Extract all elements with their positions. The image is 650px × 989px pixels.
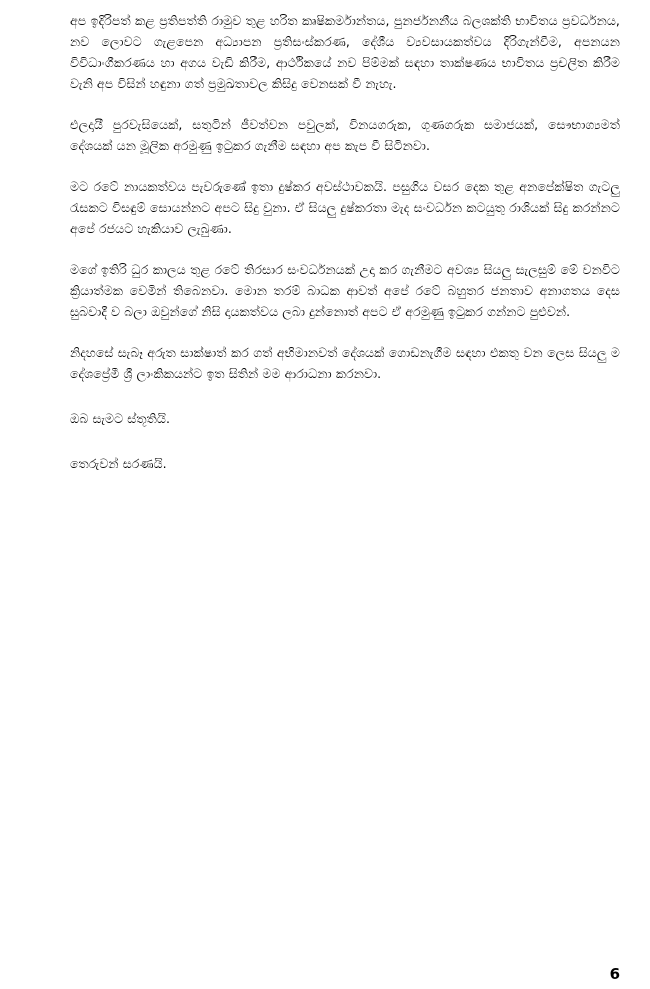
paragraph-goals: එලදායී පුරවැසියෙක්, සතුටින් ජීවත්වන පවුලක්, විනයගරුක, ගුණගරුක සමාජයක්, සෞභාග්‍යමත් දේශයක් යන මූලික අරමුණු ඉටුකර ගැනීම සඳහා අප කැප වී සිටිනවා. <box>70 117 620 153</box>
page-number: 6 <box>609 965 620 983</box>
paragraph-development: මගේ ඉතිරි ධුර කාලය තුළ රටේ තිරසාර සංවර්ධනයක් උදා කර ගැනීමට අවශ්‍ය සියලු සැලසුම් මේ වනවිට ක්‍රියාත්මක වෙමින් තිබෙනවා. මොන තරම් බාධක ආවත් අපේ රටේ බහුතර ජනතාව අනාගතය දෙස සුබවාදී ව බලා ඔවුන්ගේ නිසි දායකත්වය ලබා දුන්නොත් අපට ඒ අරමුණු ඉටුකර ගන්නට පුළුවන්. <box>70 262 620 319</box>
paragraph-invitation: නිදහසේ සැබෑ අරුත සාක්ෂාත් කර ගත් අභිමානවත් දේශයක් ගොඩනැගීම සඳහා එකතු වන ලෙස සියලු ම දේශප්‍රේමී ශ්‍රී ලාංකිකයන්ට ඉත සිතින් මම ආරාධනා කරනවා. <box>70 345 620 381</box>
paragraph-leadership: මට රටේ නායකත්වය පැවරුණේ ඉතා දුෂ්කර අවස්ථාවකයි. පසුගිය වසර දෙක තුළ අනපේක්ෂිත ගැටලු රැසකට විසඳුම් සොයන්නට අපට සිදු වුනා. ඒ සියලු දුෂ්කරතා මැද සංවර්ධන කටයුතු රාශියක් සිදු කරන්නට අපේ රජයට හැකියාව ලැබුණා. <box>70 179 620 236</box>
paragraph-blessing: තෙරුවන් සරණයි. <box>70 456 167 471</box>
paragraph-priorities: අප ඉදිරිපත් කළ ප්‍රතිපත්ති රාමුව තුළ හරිත කෘෂිකර්මාන්තය, පුනර්ජනනීය බලශක්ති භාවිතය ප්‍රවර්ධනය, නව ලොවට ගැළපෙන අධ්‍යාපන ප්‍රතිසංස්කරණ, දේශීය ව්‍යවසායකත්වය දිරිගැන්වීම, අපනයන විවිධාංගීකරණය හා අගය වැඩි කිරීම, ආර්ථිකයේ නව පිම්මක් සඳහා තාක්ෂණය භාවිතය ප්‍රචලිත කිරීම වැනි අප විසින් හඳුනා ගත් ප්‍රමුඛතාවල කිසිදු වෙනසක් වී නැහැ. <box>70 13 620 91</box>
speech-body <box>70 10 620 494</box>
paragraph-thanks: ඔබ සැමට ස්තූතියි. <box>70 411 171 426</box>
